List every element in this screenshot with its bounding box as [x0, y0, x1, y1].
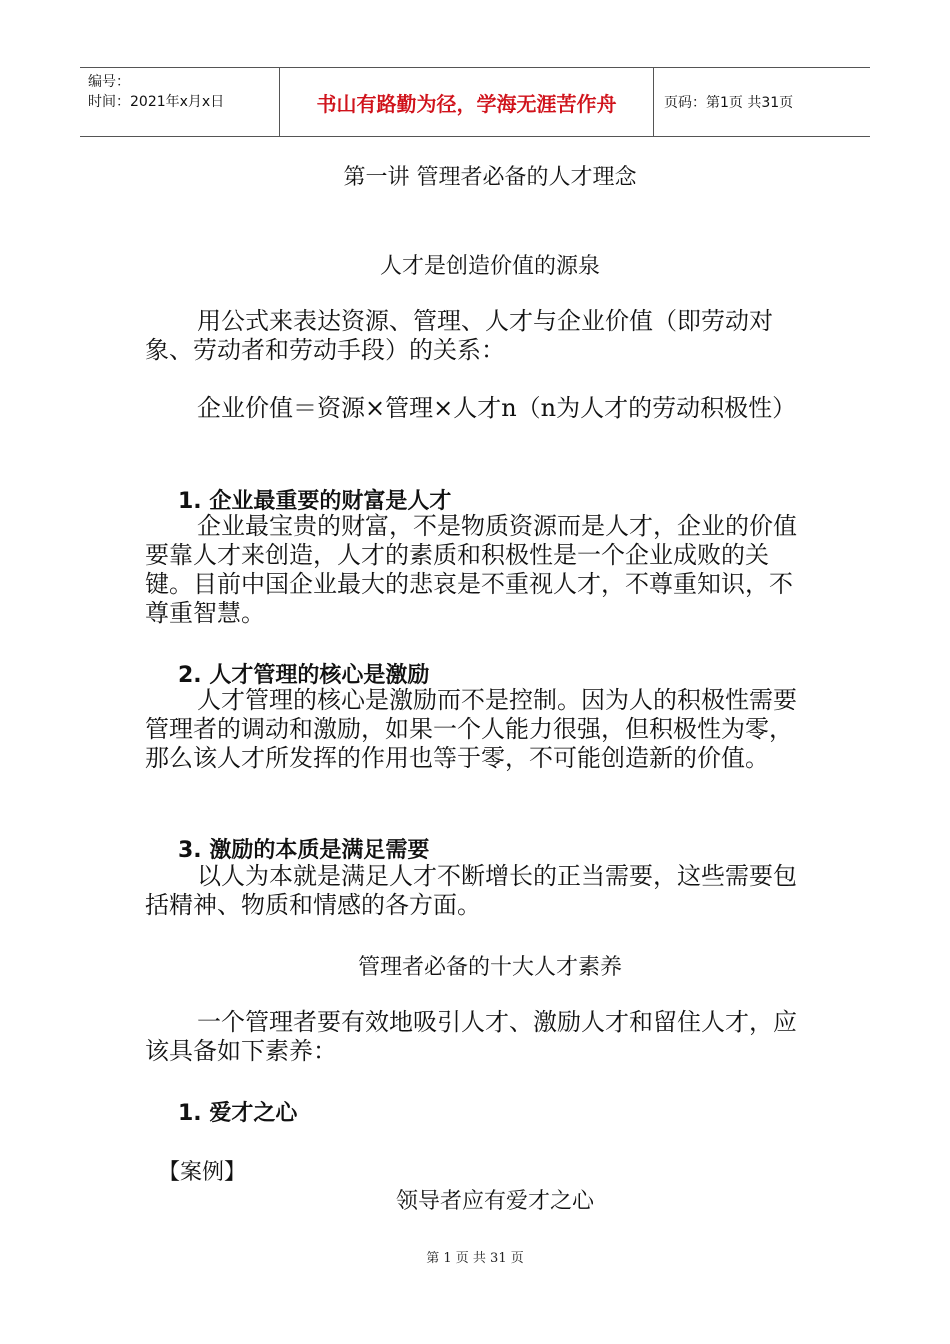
point-3-text: 以人为本就是满足人才不断增长的正当需要，这些需要包括精神、物质和情感的各方面。	[145, 862, 797, 919]
lecture-title: 第一讲 管理者必备的人才理念	[343, 165, 637, 190]
formula-paragraph: 企业价值＝资源×管理×人才n（n为人才的劳动积极性）	[197, 394, 797, 422]
point-1-heading: 1. 企业最重要的财富是人才	[178, 489, 452, 514]
section-title-talent-value: 人才是创造价值的源泉	[379, 254, 600, 279]
point-1-text: 企业最宝贵的财富，不是物质资源而是人才，企业的价值要靠人才来创造，人才的素质和积极性是一个企业成败的关键。目前中国企业最大的悲哀是不重视人才，不尊重知识，不尊重智慧。	[145, 512, 797, 627]
page-footer: 第 1 页 共 31 页	[426, 1251, 524, 1266]
document-number-label: 编号：	[88, 74, 130, 90]
header-motto: 书山有路勤为径，学海无涯苦作舟	[280, 68, 654, 136]
header-meta	[80, 68, 280, 136]
section-2-intro: 一个管理者要有效地吸引人才、激励人才和留住人才，应该具备如下素养：	[145, 1008, 797, 1065]
header-page-info: 页码：第1页 共31页	[664, 95, 794, 111]
point-2-text: 人才管理的核心是激励而不是控制。因为人的积极性需要管理者的调动和激励，如果一个人能力很强，但积极性为零，那么该人才所发挥的作用也等于零，不可能创造新的价值。	[145, 686, 797, 772]
quality-1-heading: 1. 爱才之心	[178, 1101, 298, 1126]
page-header	[80, 67, 870, 137]
case-label: 【案例】	[158, 1160, 247, 1185]
document-date-label: 时间：2021年x月x日	[88, 94, 225, 110]
section-title-ten-qualities: 管理者必备的十大人才素养	[357, 955, 622, 980]
point-2-heading: 2. 人才管理的核心是激励	[178, 663, 430, 688]
point-3-heading: 3. 激励的本质是满足需要	[178, 838, 430, 863]
intro-paragraph: 用公式来表达资源、管理、人才与企业价值（即劳动对象、劳动者和劳动手段）的关系：	[145, 307, 773, 364]
case-title: 领导者应有爱才之心	[395, 1189, 594, 1214]
